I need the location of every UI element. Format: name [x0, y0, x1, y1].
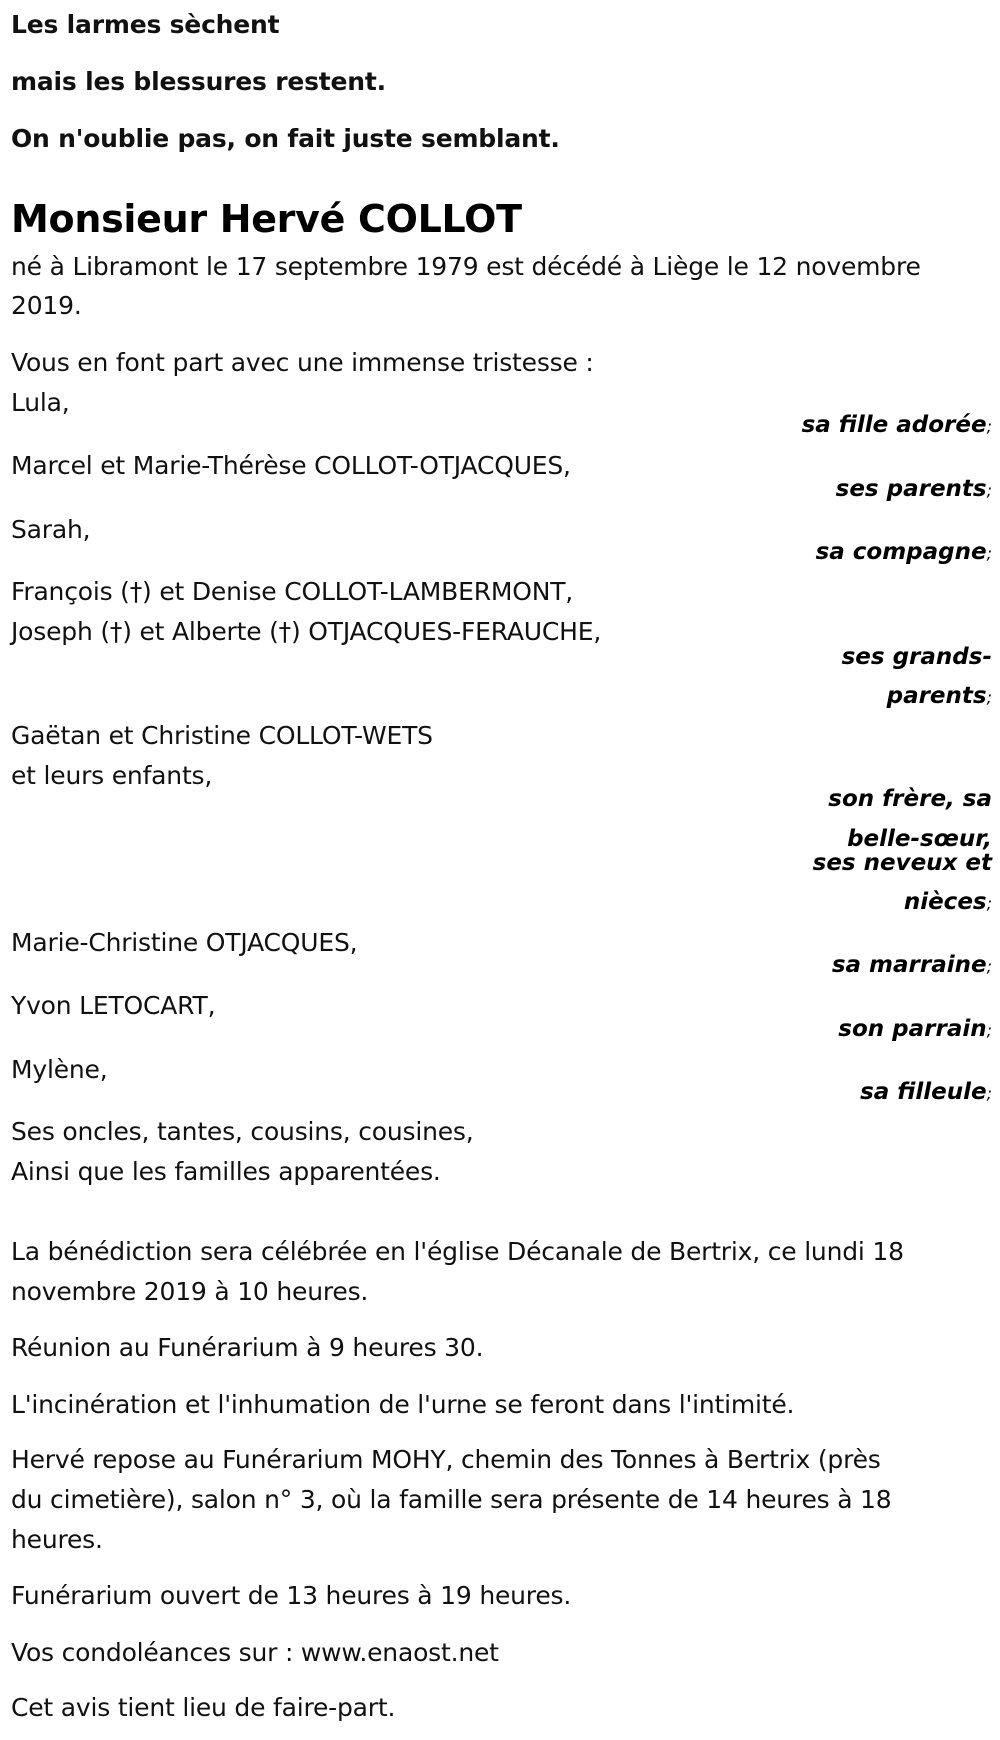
- announcement-intro: Vous en font part avec une immense tristesse :: [11, 348, 594, 377]
- rest-info-line-1: Hervé repose au Funérarium MOHY, chemin des Tonnes à Bertrix (près: [11, 1445, 881, 1474]
- gathering-info: Réunion au Funérarium à 9 heures 30.: [11, 1333, 484, 1362]
- relation-daughter: sa fille adorée;: [801, 412, 992, 438]
- family-name-lula: Lula,: [11, 388, 70, 417]
- extended-family-line-2: Ainsi que les familles apparentées.: [11, 1157, 441, 1186]
- condolences-link: Vos condoléances sur : www.enaost.net: [11, 1638, 499, 1667]
- rest-info-line-3: heures.: [11, 1525, 103, 1554]
- relation-brother-line-1: son frère, sa: [828, 786, 992, 812]
- relation-grandparents-line-1: ses grands-: [841, 644, 992, 670]
- family-name-grandparents-2: Joseph (†) et Alberte (†) OTJACQUES-FERAUCHE,: [11, 617, 602, 646]
- relation-parents: ses parents;: [835, 476, 992, 502]
- family-name-parents: Marcel et Marie-Thérèse COLLOT-OTJACQUES,: [11, 451, 571, 480]
- family-name-sarah: Sarah,: [11, 515, 91, 544]
- blessing-line-2: novembre 2019 à 10 heures.: [11, 1277, 369, 1306]
- relation-goddaughter: sa filleule;: [860, 1079, 992, 1105]
- family-name-godfather: Yvon LETOCART,: [11, 991, 216, 1020]
- relation-brother-line-2: belle-sœur,: [847, 826, 992, 852]
- birth-death-line-1: né à Libramont le 17 septembre 1979 est décédé à Liège le 12 novembre: [11, 252, 921, 281]
- deceased-name-title: Monsieur Hervé COLLOT: [11, 197, 522, 241]
- quote-line-2: mais les blessures restent.: [11, 67, 386, 96]
- relation-godfather: son parrain;: [838, 1016, 992, 1042]
- blessing-line-1: La bénédiction sera célébrée en l'église Décanale de Bertrix, ce lundi 18: [11, 1237, 904, 1266]
- relation-partner: sa compagne;: [815, 539, 992, 565]
- cremation-info: L'incinération et l'inhumation de l'urne se feront dans l'intimité.: [11, 1390, 795, 1419]
- quote-line-1: Les larmes sèchent: [11, 10, 280, 39]
- relation-brother-line-3: ses neveux et: [812, 850, 992, 876]
- family-name-godmother: Marie-Christine OTJACQUES,: [11, 928, 358, 957]
- opening-hours: Funérarium ouvert de 13 heures à 19 heures.: [11, 1581, 572, 1610]
- extended-family-line-1: Ses oncles, tantes, cousins, cousines,: [11, 1117, 474, 1146]
- notice-text: Cet avis tient lieu de faire-part.: [11, 1693, 396, 1722]
- relation-grandparents-line-2: parents;: [886, 683, 992, 709]
- rest-info-line-2: du cimetière), salon n° 3, où la famille sera présente de 14 heures à 18: [11, 1485, 892, 1514]
- family-name-grandparents-1: François (†) et Denise COLLOT-LAMBERMONT,: [11, 577, 574, 606]
- relation-godmother: sa marraine;: [831, 952, 992, 978]
- family-name-brother-children: et leurs enfants,: [11, 761, 213, 790]
- family-name-goddaughter: Mylène,: [11, 1055, 108, 1084]
- family-name-brother: Gaëtan et Christine COLLOT-WETS: [11, 721, 433, 750]
- relation-brother-line-4: nièces;: [903, 889, 992, 915]
- birth-death-line-2: 2019.: [11, 291, 82, 320]
- quote-line-3: On n'oublie pas, on fait juste semblant.: [11, 124, 560, 153]
